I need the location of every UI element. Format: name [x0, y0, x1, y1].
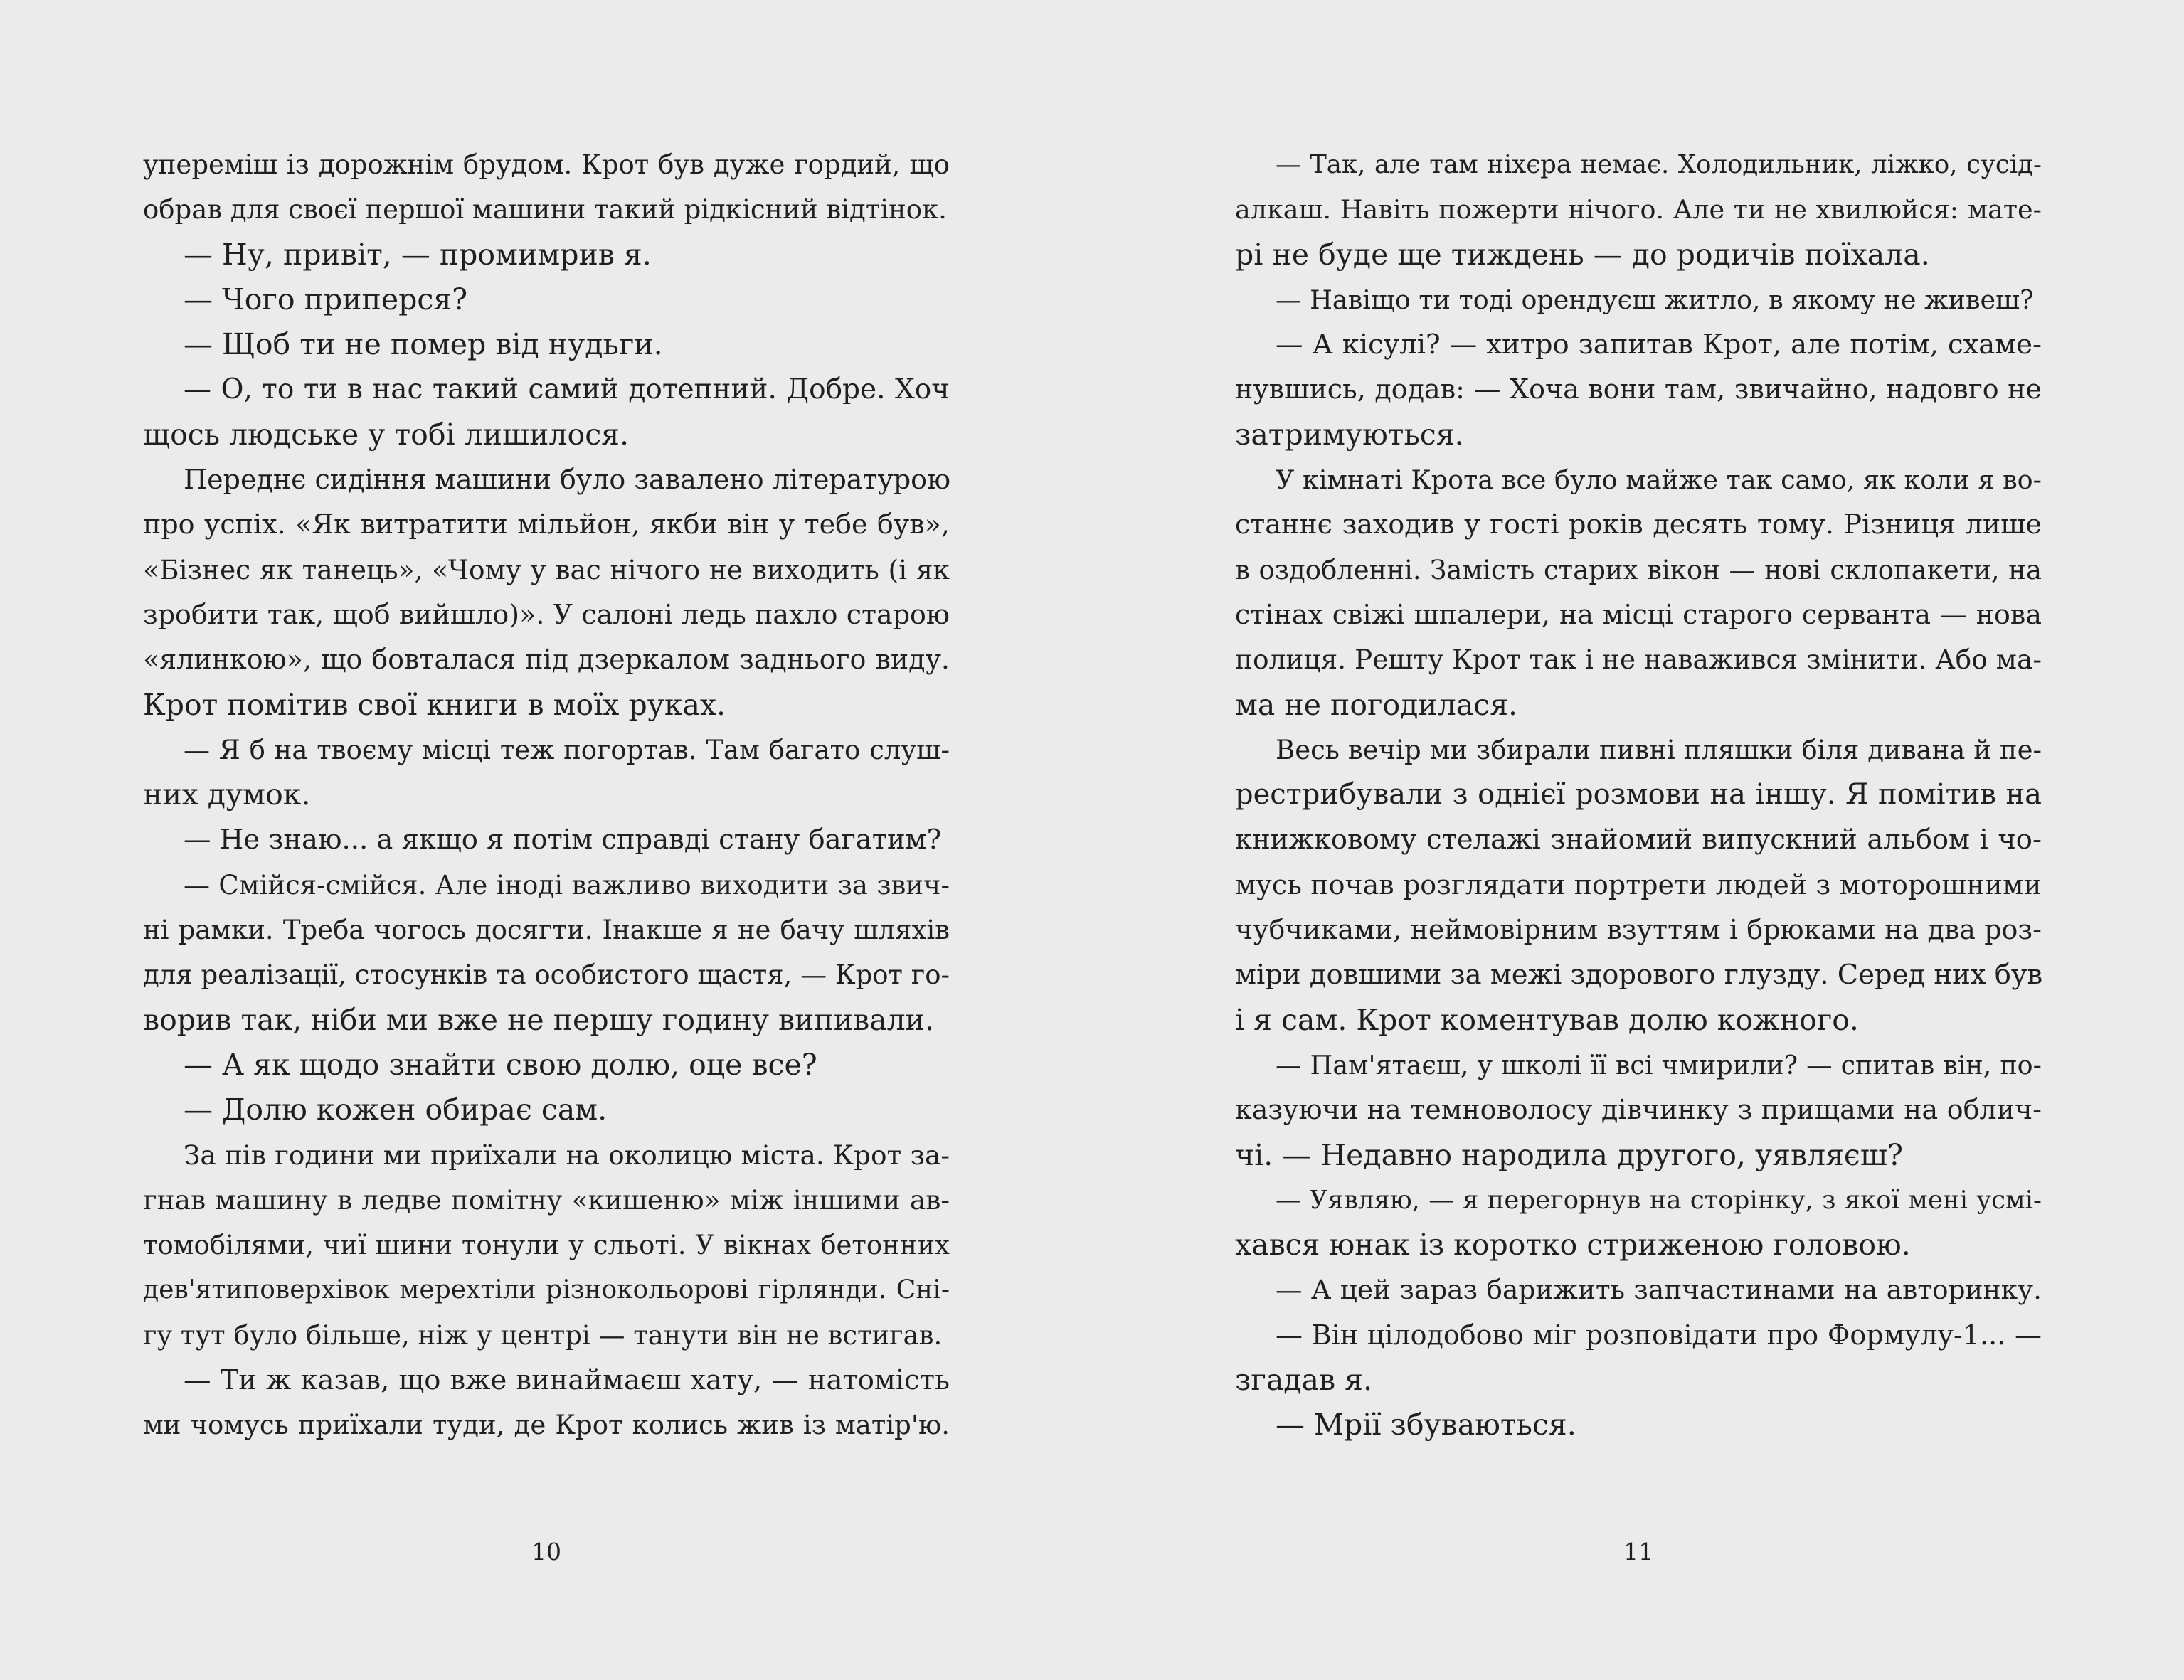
text-line: — А цей зараз барижить запчастинами на авторинку. — [1276, 1274, 2042, 1306]
text-line: рестрибували з однієї розмови на іншу. Я помітив на — [1235, 778, 2042, 812]
text-line: ворив так, ніби ми вже не першу годину випивали. — [143, 1002, 935, 1037]
text-line: в оздобленні. Замість старих вікон — нові склопакети, на — [1235, 554, 2042, 585]
text-line: книжковому стелажі знайомий випускний альбом і чо- — [1235, 824, 2042, 856]
text-line: дев'ятиповерхівок мерехтіли різнокольорові гірлянди. Сні- — [143, 1275, 950, 1305]
text-line: нувшись, додав: — Хоча вони там, звичайно, надовго не — [1235, 373, 2042, 405]
text-line: — Смійся-смійся. Але іноді важливо виходити за звич- — [184, 869, 950, 900]
text-line: про успіх. «Як витратити мільйон, якби він у тебе був», — [143, 509, 950, 541]
text-line: і я сам. Крот коментував долю кожного. — [1235, 1002, 1859, 1037]
text-line: стінах свіжі шпалери, на місці старого серванта — нова — [1235, 598, 2042, 630]
text-line: — Так, але там ніхєра немає. Холодильник, ліжко, сусід- — [1276, 150, 2042, 179]
right-page — [1092, 0, 2184, 1680]
text-line: для реалізації, стосунків та особистого щастя, — Крот го- — [143, 959, 950, 991]
text-line: — Пам'ятаєш, у школі її всі чмирили? — спитав він, по- — [1276, 1049, 2042, 1080]
text-line: затримуються. — [1235, 417, 1464, 452]
text-line: — Чого приперся? — [184, 282, 468, 317]
text-line: За пів години ми приїхали на околицю міста. Крот за- — [184, 1139, 950, 1171]
right-page-text — [1235, 142, 2042, 1448]
text-line: чубчиками, неймовірним взуттям і брюками на два роз- — [1235, 914, 2042, 946]
text-line: упереміш із дорожнім брудом. Крот був дуже гордий, що — [143, 149, 950, 180]
text-line: хався юнак із коротко стриженою головою. — [1235, 1228, 1911, 1262]
text-line: — О, то ти в нас такий самий дотепний. Добре. Хоч — [184, 373, 950, 406]
text-line: ма не погодилася. — [1235, 687, 1518, 722]
text-line: міри довшими за межі здорового глузду. Серед них був — [1235, 959, 2043, 991]
text-line: гнав машину в ледве помітну «кишеню» між іншими ав- — [143, 1184, 950, 1216]
left-page-number: 10 — [531, 1538, 561, 1565]
text-line: згадав я. — [1235, 1363, 1372, 1398]
text-line: — Щоб ти не помер від нудьги. — [184, 327, 663, 362]
text-line: — Я б на твоєму місці теж погортав. Там багато слуш- — [184, 734, 950, 765]
text-line: зробити так, щоб вийшло)». У салоні ледь пахло старою — [143, 598, 950, 630]
text-line: «Бізнес як танець», «Чому у вас нічого не виходить (і як — [143, 553, 950, 585]
text-line: ми чомусь приїхали туди, де Крот колись жив із матір'ю. — [143, 1410, 950, 1441]
text-line: обрав для своєї першої машини такий рідкісний відтінок. — [143, 194, 947, 225]
text-line: — Уявляю, — я перегорнув на сторінку, з якої мені усмі- — [1276, 1185, 2042, 1215]
text-line: — А як щодо знайти свою долю, оце все? — [184, 1047, 817, 1082]
text-line: Весь вечір ми збирали пивні пляшки біля дивана й пе- — [1276, 734, 2042, 765]
text-line: Переднє сидіння машини було завалено літературою — [184, 464, 951, 496]
text-line: — Він цілодобово міг розповідати про Формулу-1... — — [1276, 1319, 2042, 1351]
text-line: — Долю кожен обирає сам. — [184, 1092, 608, 1127]
text-line: — Мрії збуваються. — [1276, 1408, 1576, 1442]
text-line: щось людське у тобі лишилося. — [143, 417, 630, 452]
text-line: — Не знаю... а якщо я потім справді стану багатим? — [184, 824, 942, 856]
text-line: — Ти ж казав, що вже винаймаєш хату, — натомість — [184, 1364, 950, 1397]
text-line: У кімнаті Крота все було майже так само, як коли я во- — [1276, 464, 2042, 496]
text-line: — Ну, привіт, — промимрив я. — [184, 237, 652, 272]
text-line: чі. — Недавно народила другого, уявляєш? — [1235, 1137, 1903, 1172]
text-line: Крот помітив свої книги в моїх руках. — [143, 687, 726, 722]
text-line: рі не буде ще тиждень — до родичів поїхала. — [1235, 237, 1930, 272]
text-line: станнє заходив у гості років десять тому. Різниця лише — [1235, 509, 2042, 541]
text-line: томобілями, чиї шини тонули у сльоті. У вікнах бетонних — [143, 1230, 950, 1261]
text-line: алкаш. Навіть пожерти нічого. Але ти не хвилюйся: мате- — [1235, 194, 2042, 225]
text-line: них думок. — [143, 777, 311, 812]
text-line: — А кісулі? — хитро запитав Крот, але потім, схаме- — [1276, 329, 2042, 361]
text-line: ні рамки. Треба чогось досягти. Інакше я не бачу шляхів — [143, 915, 950, 946]
text-line: полиця. Решту Крот так і не наважився змінити. Або ма- — [1235, 644, 2042, 676]
text-line: — Навіщо ти тоді орендуєш житло, в якому не живеш? — [1276, 284, 2034, 315]
text-line: «ялинкою», що бовталася під дзеркалом заднього виду. — [143, 644, 950, 676]
text-line: гу тут було більше, ніж у центрі — танути він не встигав. — [143, 1319, 943, 1351]
text-line: казуючи на темноволосу дівчинку з прищами на облич- — [1235, 1094, 2042, 1126]
right-page-number: 11 — [1623, 1538, 1653, 1565]
left-page-text — [143, 142, 950, 1448]
text-line: мусь почав розглядати портрети людей з моторошними — [1235, 868, 2042, 900]
